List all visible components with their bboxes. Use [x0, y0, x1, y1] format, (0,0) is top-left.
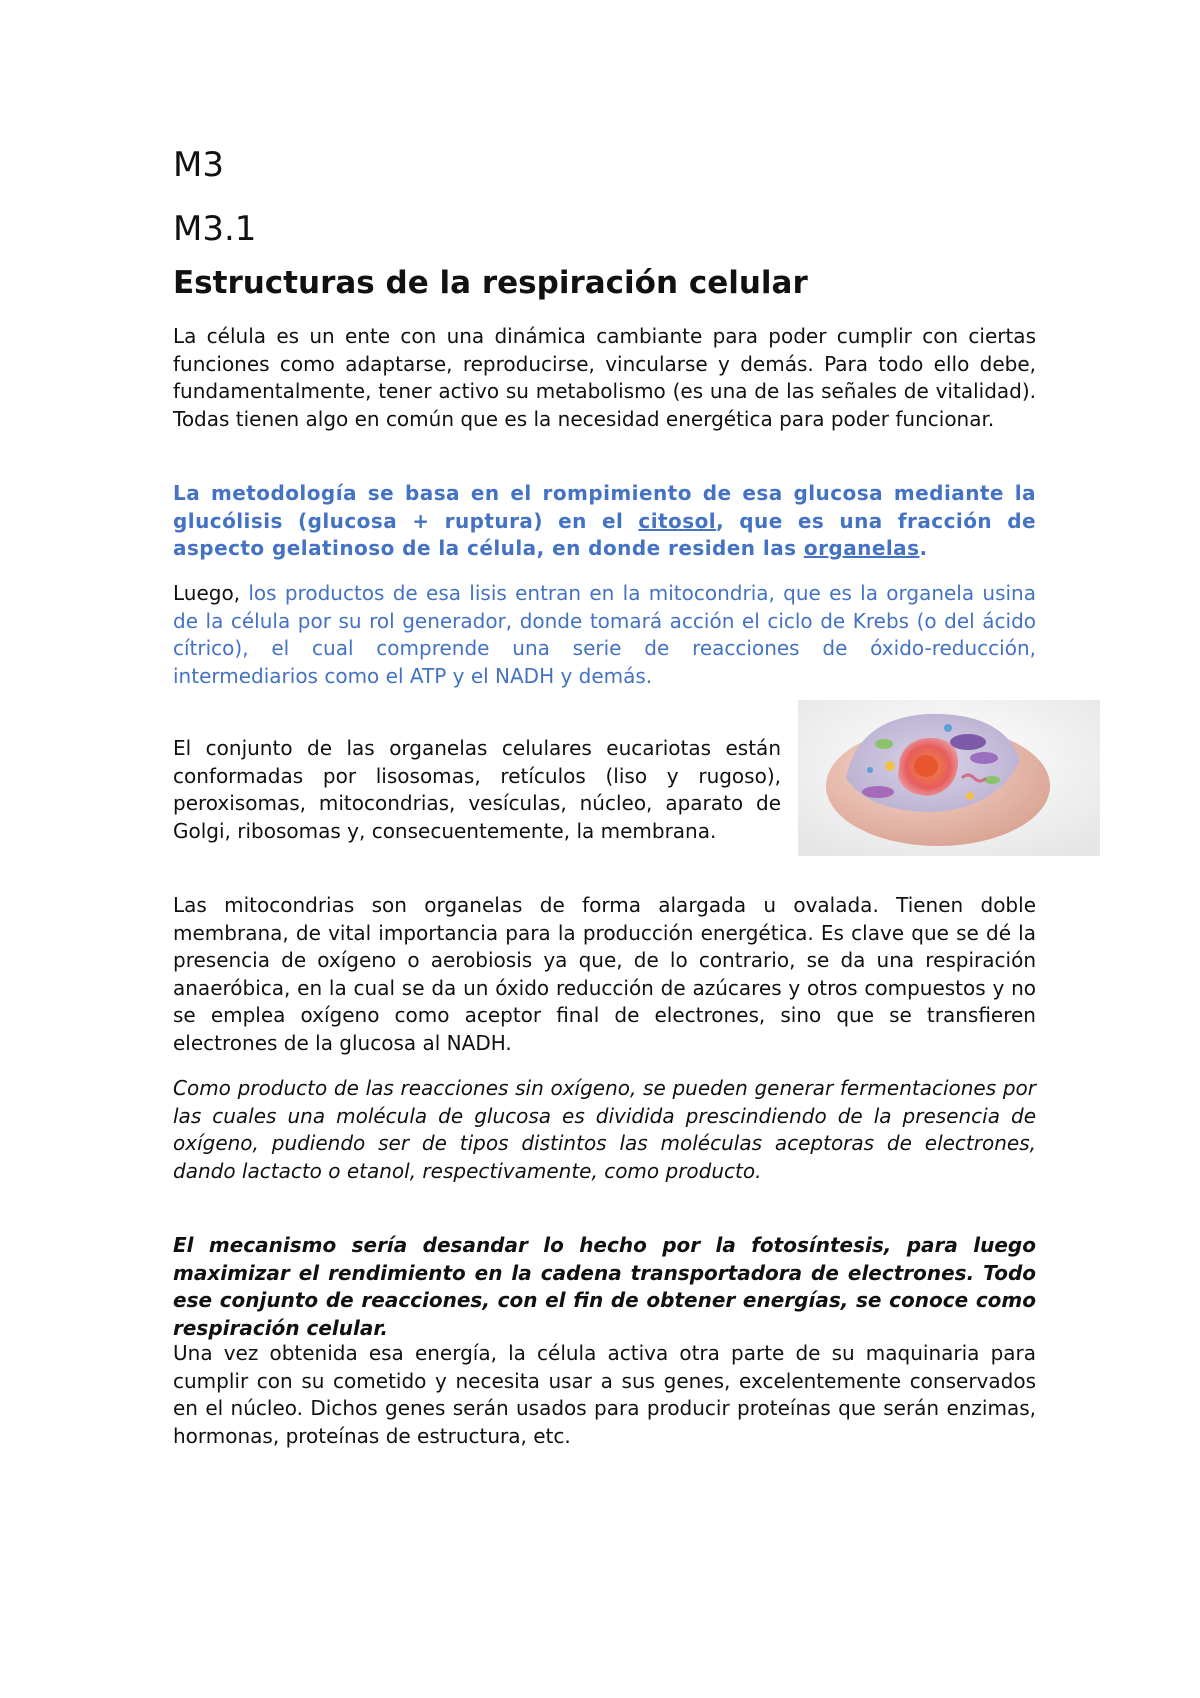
section-title: Estructuras de la respiración celular	[173, 265, 808, 301]
paragraph-glycolysis-text-a: La metodología se basa en el rompimiento de esa glucosa mediante la glucólisis (glucosa + ruptura) en el	[173, 481, 1036, 533]
paragraph-krebs-lead: Luego,	[173, 581, 249, 605]
paragraph-krebs	[173, 580, 1036, 690]
paragraph-intro: La célula es un ente con una dinámica cambiante para poder cumplir con ciertas funciones como adaptarse, reproducirse, vincularse y demás. Para todo ello debe, fundamentalmente, tener activo su metabolismo (es una de las señales de vitalidad). Todas tienen algo en común que es la necesidad energética para poder funcionar.	[173, 324, 1036, 431]
paragraph-genes: Una vez obtenida esa energía, la célula activa otra parte de su maquinaria para cumplir con su cometido y necesita usar a sus genes, excelentemente conservados en el núcleo. Dichos genes serán usados para producir proteínas que serán enzimas, hormonas, proteínas de estructura, etc.	[173, 1341, 1036, 1448]
citosol-link[interactable]: citosol	[638, 508, 717, 533]
module-subcode: M3.1	[173, 209, 257, 249]
paragraph-glycolysis-text-c: .	[919, 536, 928, 561]
paragraph-glycolysis	[173, 480, 1036, 563]
paragraph-krebs-highlight: los productos de esa lisis entran en la mitocondria, que es la organela usina de la célula por su rol generador, donde tomará acción el ciclo de Krebs (o del ácido cítrico), el cual comprende una serie de reacciones de óxido-reducción, intermediarios como el ATP y el NADH y demás.	[173, 581, 1036, 688]
module-code: M3	[173, 145, 224, 185]
paragraph-organelles: El conjunto de las organelas celulares eucariotas están conformadas por lisosomas, retículos (liso y rugoso), peroxisomas, mitocondrias, vesículas, núcleo, aparato de Golgi, ribosomas y, consecuentemente, la membrana.	[173, 736, 781, 843]
paragraph-glycolysis-text-b: , que es una fracción de aspecto gelatinoso de la célula, en donde residen las	[173, 508, 1036, 561]
paragraph-fermentation: Como producto de las reacciones sin oxígeno, se pueden generar fermentaciones por las cuales una molécula de glucosa es dividida prescindiendo de la presencia de oxígeno, pudiendo ser de tipos distintos las moléculas aceptoras de electrones, dando lactacto o etanol, respectivamente, como producto.	[173, 1076, 1036, 1183]
cell-illustration-icon	[798, 700, 1100, 856]
organelas-link[interactable]: organelas	[803, 536, 920, 561]
paragraph-mitochondria: Las mitocondrias son organelas de forma alargada u ovalada. Tienen doble membrana, de vital importancia para la producción energética. Es clave que se dé la presencia de oxígeno o aerobiosis ya que, de lo contrario, se da una respiración anaeróbica, en la cual se da un óxido reducción de azúcares y otros compuestos y no se emplea oxígeno como aceptor final de electrones, sino que se transfieren electrones de la glucosa al NADH.	[173, 893, 1036, 1055]
paragraph-mechanism: El mecanismo sería desandar lo hecho por la fotosíntesis, para luego maximizar el rendimiento en la cadena transportadora de electrones. Todo ese conjunto de reacciones, con el fin de obtener energías, se conoce como respiración celular.	[173, 1233, 1036, 1340]
